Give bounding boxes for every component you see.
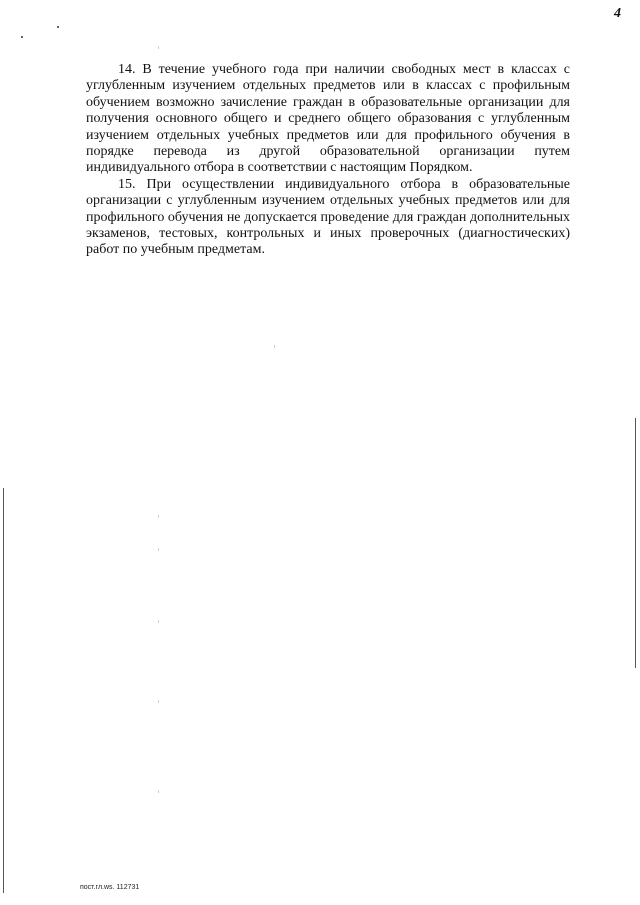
scan-mark (158, 620, 159, 623)
scan-speck (57, 26, 59, 28)
scan-mark (274, 345, 275, 348)
page-number: 4 (614, 6, 621, 21)
footer-code: пост.гл.ws. 112731 (80, 884, 140, 891)
paragraph-14: 14. В течение учебного года при наличии свободных мест в классах с углубленным изучением отдельных предметов или в классах с профильным обучением возможно зачисление граждан в образовательные организации для получения основного общего и среднего общего образования с углубленным изучением отдельных учебных предметов или для профильного обучения в порядке перевода из другой образовательной организации путем индивидуального отбора в соответствии с настоящим Порядком. (86, 62, 570, 176)
document-body (86, 62, 570, 259)
scan-mark (158, 515, 159, 518)
scan-mark (158, 790, 159, 793)
scan-edge-right (635, 418, 636, 668)
scan-mark (158, 46, 159, 49)
scan-speck (21, 36, 23, 38)
paragraph-15: 15. При осуществлении индивидуального отбора в образовательные организации с углубленным изучением отдельных учебных предметов или для профильного обучения не допускается проведение для граждан дополнительных экзаменов, тестовых, контрольных и иных проверочных (диагностических) работ по учебным предметам. (86, 176, 570, 258)
scan-edge-left (3, 488, 4, 893)
scan-mark (158, 548, 159, 551)
scan-mark (158, 700, 159, 703)
